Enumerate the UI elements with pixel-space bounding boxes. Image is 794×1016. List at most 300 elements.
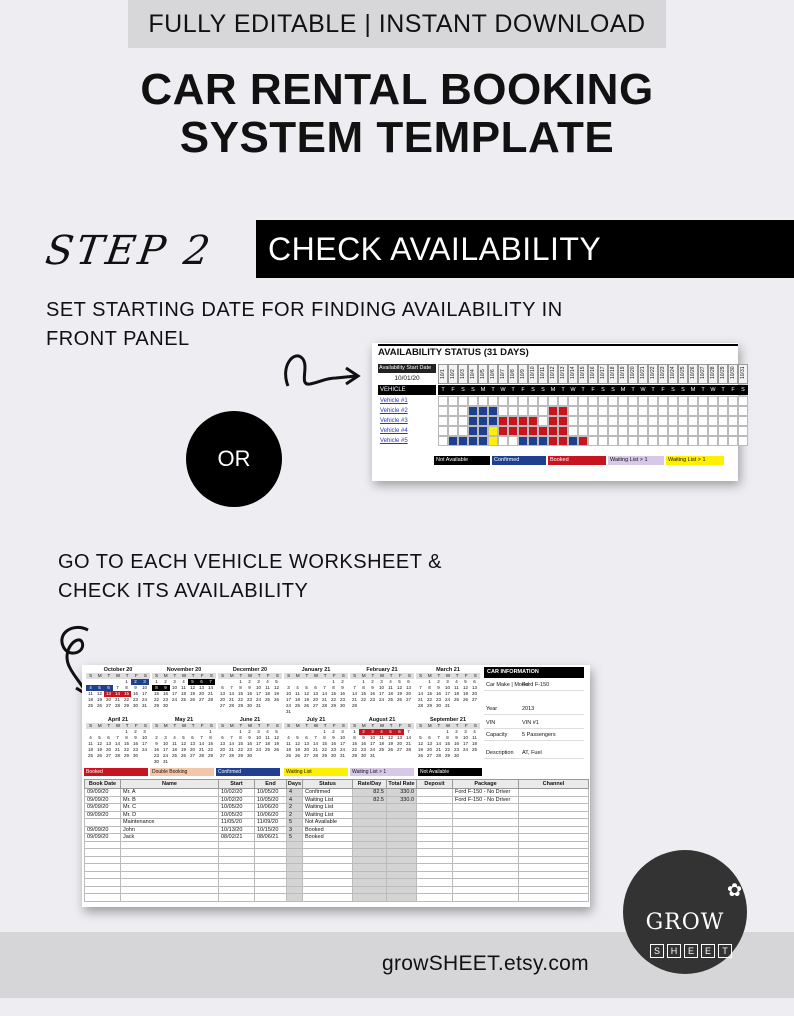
- day-cell: 22: [426, 697, 432, 702]
- car-info-value[interactable]: 2013: [522, 706, 535, 712]
- table-cell[interactable]: [417, 811, 453, 819]
- table-cell[interactable]: [121, 871, 219, 879]
- month-name: February 21: [366, 667, 398, 673]
- table-cell[interactable]: [353, 864, 387, 872]
- availability-cell: [648, 396, 658, 406]
- table-cell[interactable]: 10/15/20: [255, 826, 287, 834]
- table-cell[interactable]: [219, 849, 255, 857]
- day-cell: 7: [437, 735, 440, 740]
- availability-cell: [458, 426, 468, 436]
- table-cell[interactable]: 10/06/20: [255, 811, 287, 819]
- availability-cell: [438, 406, 448, 416]
- date-header-cell: [518, 364, 528, 384]
- day-cell: 18: [387, 691, 393, 696]
- table-cell[interactable]: [219, 894, 255, 902]
- weekday-cell: M: [548, 385, 558, 395]
- table-cell[interactable]: [453, 886, 519, 894]
- table-cell[interactable]: [417, 826, 453, 834]
- day-cell: 2: [155, 735, 158, 740]
- tagline: FULLY EDITABLE | INSTANT DOWNLOAD: [148, 9, 646, 38]
- table-cell[interactable]: 82.5: [353, 796, 387, 804]
- availability-cell: [688, 396, 698, 406]
- table-cell[interactable]: [121, 879, 219, 887]
- day-cell: 27: [396, 747, 402, 752]
- table-cell[interactable]: [417, 856, 453, 864]
- table-cell[interactable]: [121, 864, 219, 872]
- availability-cell: [568, 426, 578, 436]
- table-cell[interactable]: [353, 894, 387, 902]
- table-cell[interactable]: [387, 871, 417, 879]
- date-label: 10/11: [540, 366, 546, 379]
- day-cell: 1: [125, 679, 128, 684]
- table-cell[interactable]: [519, 834, 589, 842]
- table-cell[interactable]: 08/06/21: [255, 834, 287, 842]
- date-header-cell: [638, 364, 648, 384]
- day-cell: 30: [153, 759, 159, 764]
- table-cell[interactable]: [453, 864, 519, 872]
- day-grid: [152, 679, 216, 715]
- day-cell: 27: [405, 697, 411, 702]
- table-cell[interactable]: [219, 879, 255, 887]
- table-cell[interactable]: [417, 886, 453, 894]
- table-cell[interactable]: [287, 879, 303, 887]
- table-cell[interactable]: [121, 841, 219, 849]
- availability-cell: [478, 396, 488, 406]
- table-cell[interactable]: [519, 871, 589, 879]
- table-cell[interactable]: [287, 894, 303, 902]
- day-cell: 16: [246, 691, 252, 696]
- car-info-key: Description: [486, 750, 514, 756]
- table-cell[interactable]: 4: [287, 789, 303, 797]
- table-cell[interactable]: [219, 871, 255, 879]
- month-name: January 21: [301, 667, 331, 673]
- weekday-cell: W: [638, 385, 648, 395]
- table-cell[interactable]: Mr. A: [121, 789, 219, 797]
- table-cell[interactable]: [519, 819, 589, 827]
- table-cell[interactable]: Booked: [303, 826, 353, 834]
- table-cell[interactable]: [519, 841, 589, 849]
- table-cell[interactable]: [353, 826, 387, 834]
- day-cell: 7: [116, 685, 119, 690]
- date-label: 10/29: [720, 366, 726, 379]
- table-cell[interactable]: Waiting List: [303, 804, 353, 812]
- availability-cell: [648, 426, 658, 436]
- weekday-initial: T: [191, 723, 195, 728]
- table-cell[interactable]: [85, 886, 121, 894]
- vehicle-link[interactable]: Vehicle #4: [380, 428, 408, 434]
- availability-cell: [668, 396, 678, 406]
- day-cell: 26: [273, 697, 279, 702]
- weekday-initial: M: [295, 673, 300, 678]
- table-cell[interactable]: Waiting List: [303, 811, 353, 819]
- table-cell[interactable]: 11/09/20: [255, 819, 287, 827]
- table-cell[interactable]: [353, 879, 387, 887]
- table-cell[interactable]: 10/05/20: [219, 811, 255, 819]
- car-info-title: CAR INFORMATION: [484, 667, 584, 678]
- day-grid: [416, 679, 480, 715]
- table-cell[interactable]: [353, 834, 387, 842]
- availability-cell: [628, 396, 638, 406]
- table-cell[interactable]: [519, 879, 589, 887]
- table-cell[interactable]: [303, 856, 353, 864]
- table-cell[interactable]: Confirmed: [303, 789, 353, 797]
- day-cell: 28: [312, 753, 318, 758]
- growsheet-logo: [623, 850, 747, 974]
- day-cell: 4: [473, 729, 476, 734]
- table-cell[interactable]: [519, 856, 589, 864]
- day-cell: 23: [132, 697, 138, 702]
- availability-cell: [498, 396, 508, 406]
- availability-cell: [688, 416, 698, 426]
- table-cell[interactable]: 10/05/20: [255, 789, 287, 797]
- table-cell[interactable]: [303, 849, 353, 857]
- table-cell[interactable]: Ford F-150 - No Driver: [453, 789, 519, 797]
- day-cell: 1: [332, 679, 335, 684]
- month-name: June 21: [239, 717, 261, 723]
- day-cell: 9: [455, 735, 458, 740]
- table-cell[interactable]: [387, 826, 417, 834]
- availability-cell: [698, 426, 708, 436]
- table-cell[interactable]: Mr. D: [121, 811, 219, 819]
- step-label: STEP 2: [42, 228, 216, 274]
- instruction-line: GO TO EACH VEHICLE WORKSHEET &: [58, 551, 442, 573]
- table-cell[interactable]: [453, 879, 519, 887]
- table-cell[interactable]: [353, 849, 387, 857]
- day-cell: 21: [114, 697, 120, 702]
- day-cell: 11: [172, 741, 177, 746]
- table-cell[interactable]: [255, 864, 287, 872]
- car-info-value[interactable]: 5 Passengers: [522, 732, 556, 738]
- table-cell[interactable]: John: [121, 826, 219, 834]
- table-cell[interactable]: [353, 811, 387, 819]
- availability-cell: [488, 436, 498, 446]
- car-info-key: Car Make | Model: [486, 682, 530, 688]
- table-cell[interactable]: Mr. C: [121, 804, 219, 812]
- table-cell[interactable]: [287, 849, 303, 857]
- table-cell[interactable]: [453, 849, 519, 857]
- instruction-worksheet: [58, 548, 442, 606]
- table-cell[interactable]: [417, 834, 453, 842]
- instruction-line: SET STARTING DATE FOR FINDING AVAILABILITY IN: [46, 299, 563, 321]
- table-cell[interactable]: [303, 864, 353, 872]
- day-cell: 28: [114, 703, 120, 708]
- table-cell[interactable]: [387, 819, 417, 827]
- table-cell[interactable]: [303, 886, 353, 894]
- table-cell[interactable]: [255, 841, 287, 849]
- weekday-initial: T: [257, 673, 261, 678]
- table-cell[interactable]: 10/06/20: [255, 804, 287, 812]
- day-cell: 24: [339, 747, 345, 752]
- table-cell[interactable]: [519, 826, 589, 834]
- table-cell[interactable]: [453, 834, 519, 842]
- day-cell: 27: [105, 753, 111, 758]
- availability-cell: [558, 406, 568, 416]
- day-cell: 20: [198, 691, 204, 696]
- day-cell: 6: [221, 685, 224, 690]
- day-cell: 15: [351, 741, 357, 746]
- table-cell[interactable]: [287, 871, 303, 879]
- table-cell[interactable]: [255, 871, 287, 879]
- table-cell[interactable]: Booked: [303, 834, 353, 842]
- weekday-cell: F: [588, 385, 598, 395]
- table-cell[interactable]: Ford F-150 - No Driver: [453, 796, 519, 804]
- table-cell[interactable]: [387, 841, 417, 849]
- day-cell: 15: [123, 691, 129, 696]
- table-cell[interactable]: [121, 886, 219, 894]
- table-cell[interactable]: [387, 834, 417, 842]
- table-cell[interactable]: [255, 894, 287, 902]
- day-cell: 4: [266, 729, 269, 734]
- day-cell: 9: [161, 685, 170, 691]
- table-cell[interactable]: 10/05/20: [255, 796, 287, 804]
- table-cell[interactable]: [417, 789, 453, 797]
- table-cell[interactable]: [121, 894, 219, 902]
- car-info-value[interactable]: Ford F-150: [522, 682, 550, 688]
- day-cell: 14: [114, 741, 120, 746]
- table-cell[interactable]: 09/09/20: [85, 789, 121, 797]
- availability-cell: [468, 426, 478, 436]
- availability-cell: [638, 396, 648, 406]
- day-cell: 21: [207, 691, 213, 696]
- table-cell[interactable]: 09/09/20: [85, 834, 121, 842]
- table-cell[interactable]: [353, 856, 387, 864]
- table-cell[interactable]: Not Available: [303, 819, 353, 827]
- day-cell: 18: [285, 747, 291, 752]
- weekday-initial: F: [266, 723, 270, 728]
- shop-url[interactable]: growSHEET.etsy.com: [382, 952, 589, 975]
- day-cell: 27: [105, 703, 111, 708]
- day-cell: 26: [96, 753, 102, 758]
- table-cell[interactable]: 09/09/20: [85, 811, 121, 819]
- table-cell[interactable]: [519, 804, 589, 812]
- table-cell[interactable]: [417, 804, 453, 812]
- table-cell[interactable]: [303, 841, 353, 849]
- table-cell[interactable]: 10/05/20: [219, 804, 255, 812]
- table-cell[interactable]: [121, 849, 219, 857]
- table-cell[interactable]: 10/02/20: [219, 789, 255, 797]
- table-cell[interactable]: [387, 849, 417, 857]
- date-label: 10/22: [650, 366, 656, 379]
- day-cell: 20: [189, 747, 195, 752]
- day-cell: 2: [359, 729, 368, 735]
- table-cell[interactable]: [85, 819, 121, 827]
- table-cell[interactable]: [519, 796, 589, 804]
- table-cell[interactable]: [219, 864, 255, 872]
- vehicle-link[interactable]: Vehicle #2: [380, 408, 408, 414]
- table-cell[interactable]: [417, 819, 453, 827]
- table-cell[interactable]: 5: [287, 834, 303, 842]
- table-cell[interactable]: [417, 879, 453, 887]
- table-cell[interactable]: [219, 841, 255, 849]
- table-cell[interactable]: [353, 841, 387, 849]
- weekday-initial: S: [407, 673, 411, 678]
- day-cell: 14: [321, 691, 327, 696]
- table-cell[interactable]: 5: [287, 819, 303, 827]
- day-cell: 29: [153, 703, 159, 708]
- day-cell: 2: [248, 729, 251, 734]
- table-cell[interactable]: [387, 864, 417, 872]
- table-cell[interactable]: 09/09/20: [85, 826, 121, 834]
- date-header-cell: [618, 364, 628, 384]
- availability-cell: [528, 396, 538, 406]
- weekday-initial: F: [134, 673, 138, 678]
- table-cell[interactable]: [287, 886, 303, 894]
- date-label: 10/25: [680, 366, 686, 379]
- day-cell: 30: [339, 703, 345, 708]
- table-cell[interactable]: [85, 841, 121, 849]
- table-cell[interactable]: [353, 819, 387, 827]
- day-cell: 17: [141, 691, 147, 696]
- table-cell[interactable]: [387, 879, 417, 887]
- table-cell[interactable]: [417, 796, 453, 804]
- table-cell[interactable]: [353, 886, 387, 894]
- weekday-initial: S: [155, 723, 159, 728]
- table-cell[interactable]: [453, 804, 519, 812]
- table-cell[interactable]: [453, 894, 519, 902]
- table-cell[interactable]: [353, 871, 387, 879]
- table-cell[interactable]: [519, 849, 589, 857]
- day-cell: 31: [255, 703, 261, 708]
- table-cell[interactable]: [287, 864, 303, 872]
- table-cell[interactable]: [287, 856, 303, 864]
- table-cell[interactable]: [303, 894, 353, 902]
- car-info-value[interactable]: VIN #1: [522, 720, 539, 726]
- table-cell[interactable]: [85, 879, 121, 887]
- availability-cell: [518, 406, 528, 416]
- table-cell[interactable]: [85, 894, 121, 902]
- table-cell[interactable]: [85, 849, 121, 857]
- day-cell: 15: [330, 691, 336, 696]
- table-cell[interactable]: [303, 879, 353, 887]
- table-cell[interactable]: [387, 811, 417, 819]
- table-cell[interactable]: [255, 856, 287, 864]
- table-cell[interactable]: 10/13/20: [219, 826, 255, 834]
- day-cell: 19: [96, 747, 102, 752]
- weekday-cell: S: [528, 385, 538, 395]
- table-cell[interactable]: Jack: [121, 834, 219, 842]
- table-cell[interactable]: 4: [287, 796, 303, 804]
- table-cell[interactable]: [519, 894, 589, 902]
- table-cell[interactable]: [417, 864, 453, 872]
- table-cell[interactable]: [453, 811, 519, 819]
- column-header: End: [255, 780, 287, 789]
- day-cell: 18: [294, 697, 300, 702]
- table-cell[interactable]: [417, 841, 453, 849]
- date-label: 10/14: [570, 366, 576, 379]
- table-cell[interactable]: [417, 894, 453, 902]
- table-cell[interactable]: Maintenance: [121, 819, 219, 827]
- table-cell[interactable]: [519, 886, 589, 894]
- availability-cell: [568, 436, 578, 446]
- availability-cell: [668, 406, 678, 416]
- day-cell: 7: [230, 685, 233, 690]
- table-cell[interactable]: [519, 789, 589, 797]
- weekday-initial: W: [445, 723, 451, 728]
- day-cell: 14: [198, 741, 204, 746]
- column-header: Rate/Day: [353, 780, 387, 789]
- table-cell[interactable]: 11/05/20: [219, 819, 255, 827]
- table-cell[interactable]: [85, 856, 121, 864]
- day-cell: 29: [426, 703, 432, 708]
- table-cell[interactable]: [219, 856, 255, 864]
- table-cell[interactable]: 330.0: [387, 796, 417, 804]
- table-cell[interactable]: [255, 879, 287, 887]
- table-cell[interactable]: [453, 856, 519, 864]
- table-cell[interactable]: [387, 886, 417, 894]
- table-cell[interactable]: [121, 856, 219, 864]
- table-cell[interactable]: [287, 841, 303, 849]
- day-cell: 23: [360, 747, 366, 752]
- car-info-value[interactable]: AT, Fuel: [522, 750, 542, 756]
- table-cell[interactable]: [219, 886, 255, 894]
- day-cell: 11: [286, 741, 291, 746]
- day-cell: 27: [189, 753, 195, 758]
- table-cell[interactable]: 330.0: [387, 789, 417, 797]
- day-cell: 15: [426, 691, 432, 696]
- weekday-initial: T: [323, 723, 327, 728]
- table-cell[interactable]: 82.5: [353, 789, 387, 797]
- table-cell[interactable]: [417, 849, 453, 857]
- day-cell: 23: [132, 747, 138, 752]
- table-cell[interactable]: [387, 894, 417, 902]
- table-cell[interactable]: [353, 804, 387, 812]
- table-cell[interactable]: 09/09/20: [85, 804, 121, 812]
- table-cell[interactable]: [519, 811, 589, 819]
- vehicle-link[interactable]: Vehicle #3: [380, 418, 408, 424]
- day-cell: 10: [462, 735, 468, 740]
- table-cell[interactable]: [453, 841, 519, 849]
- vehicle-link[interactable]: Vehicle #5: [380, 438, 408, 444]
- availability-cell: [648, 436, 658, 446]
- day-cell: 12: [417, 741, 423, 746]
- table-cell[interactable]: 2: [287, 804, 303, 812]
- table-cell[interactable]: [85, 871, 121, 879]
- table-cell[interactable]: 2: [287, 811, 303, 819]
- table-cell[interactable]: [453, 871, 519, 879]
- table-cell[interactable]: [453, 826, 519, 834]
- table-cell[interactable]: Waiting List: [303, 796, 353, 804]
- table-cell[interactable]: [303, 871, 353, 879]
- start-date-value[interactable]: 10/01/20: [394, 375, 420, 382]
- day-cell: 27: [198, 697, 204, 702]
- table-row: [85, 841, 589, 849]
- logo-letter: H: [667, 944, 681, 958]
- table-cell[interactable]: 08/02/21: [219, 834, 255, 842]
- table-cell[interactable]: 09/09/20: [85, 796, 121, 804]
- table-cell[interactable]: [417, 871, 453, 879]
- day-cell: 15: [444, 741, 450, 746]
- vehicle-link[interactable]: Vehicle #1: [380, 398, 408, 404]
- table-cell[interactable]: 10/02/20: [219, 796, 255, 804]
- table-cell[interactable]: Mr. B: [121, 796, 219, 804]
- day-cell: 10: [339, 735, 345, 740]
- table-cell[interactable]: [519, 864, 589, 872]
- table-cell[interactable]: [453, 819, 519, 827]
- table-cell[interactable]: [387, 804, 417, 812]
- date-header-cell: [458, 364, 468, 384]
- weekday-cell: S: [538, 385, 548, 395]
- table-row: [85, 789, 589, 797]
- table-cell[interactable]: [255, 886, 287, 894]
- weekday-initial: F: [200, 723, 204, 728]
- table-cell[interactable]: [387, 856, 417, 864]
- day-cell: 15: [360, 691, 366, 696]
- table-cell[interactable]: [255, 849, 287, 857]
- table-cell[interactable]: [85, 864, 121, 872]
- table-cell[interactable]: 3: [287, 826, 303, 834]
- day-cell: 14: [207, 685, 213, 690]
- month-calendar: [350, 717, 414, 765]
